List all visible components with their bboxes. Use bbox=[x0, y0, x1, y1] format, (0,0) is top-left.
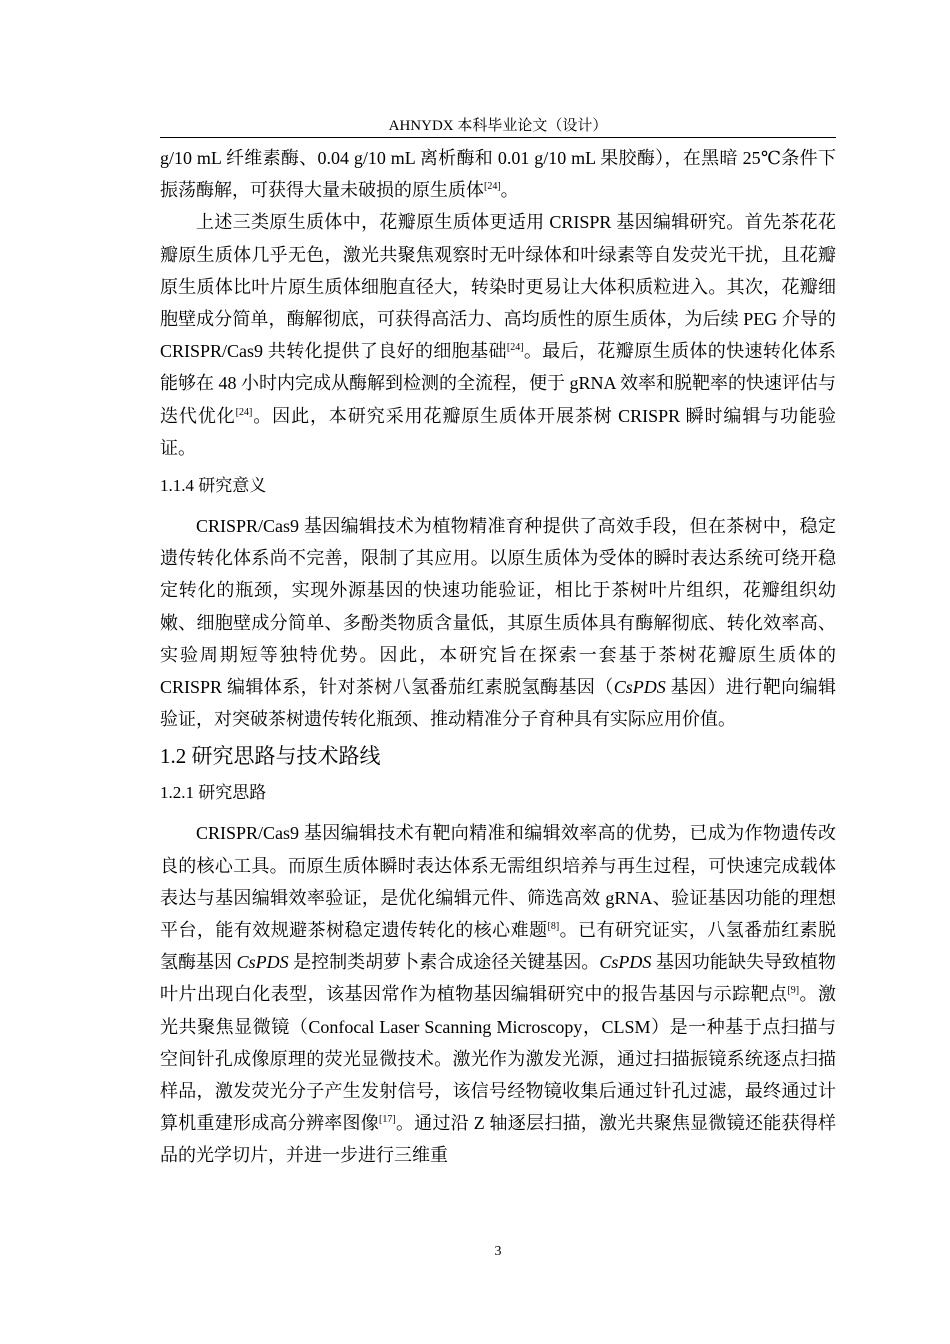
header-rule bbox=[160, 137, 836, 138]
paragraph-research-approach bbox=[160, 817, 836, 1171]
section-heading-1-2: 1.2 研究思路与技术路线 bbox=[160, 744, 381, 769]
paragraph-text: 。因此，本研究采用花瓣原生质体开展茶树 CRISPR 瞬时编辑与功能验证。 bbox=[160, 405, 836, 458]
paragraph-text: 基因功能缺失导致植物叶片出现白化表型，该基因常作为植物基因编辑研究中的报告基因与示踪靶点 bbox=[160, 952, 837, 1005]
paragraph-text: 上述三类原生质体中，花瓣原生质体更适用 CRISPR 基因编辑研究。首先茶花花瓣原生质体几乎无色，激光共聚焦观察时无叶绿体和叶绿素等自发荧光干扰，且花瓣原生质体比叶片原生质体细胞直径大，转染时更易让大体积质粒进入。其次，花瓣细胞壁成分简单，酶解彻底，可获得高活力、高均质性的原生质体，为后续 PEG 介导的 CRISPR/Cas9 共转化提供了良好的细胞基础 bbox=[160, 212, 836, 362]
paragraph-text: CRISPR/Cas9 基因编辑技术为植物精准育种提供了高效手段，但在茶树中，稳定遗传转化体系尚不完善，限制了其应用。以原生质体为受体的瞬时表达系统可绕开稳定转化的瓶颈，实现外源基因的快速功能验证，相比于茶树叶片组织，花瓣组织幼嫩、细胞壁成分简单、多酚类物质含量低，其原生质体具有酶解彻底、转化效率高、实验周期短等独特优势。因此，本研究旨在探索一套基于茶树花瓣原生质体的 CRISPR 编辑体系，针对茶树八氢番茄红素脱氢酶基因（ bbox=[160, 516, 836, 698]
paragraph-text: 。 bbox=[500, 180, 519, 201]
paragraph-text: 。通过沿 Z 轴逐层扫描，激光共聚焦显微镜还能获得样品的光学切片，并进一步进行三维重 bbox=[160, 1113, 836, 1166]
citation: [8] bbox=[547, 921, 560, 933]
section-heading-1-1-4: 1.1.4 研究意义 bbox=[160, 476, 267, 496]
running-header: AHNYDX 本科毕业论文（设计） bbox=[388, 118, 608, 134]
gene-name: CsPDS bbox=[613, 677, 666, 698]
paragraph-enzyme-conditions bbox=[160, 142, 836, 206]
paragraph-text: 是控制类胡萝卜素合成途径关键基因。 bbox=[288, 952, 600, 973]
paragraph-text: 。激光共聚焦显微镜（Confocal Laser Scanning Microscopy，CLSM）是一种基于点扫描与空间针孔成像原理的荧光显微技术。激光作为激发光源，通过扫描振镜系统逐点扫描样品，激发荧光分子产生发射信号，该信号经物镜收集后通过针孔过滤，最终通过计算机重建形成高分辨率图像 bbox=[160, 984, 837, 1134]
paragraph-text: 基因）进行靶向编辑验证，对突破茶树遗传转化瓶颈、推动精准分子育种具有实际应用价值。 bbox=[160, 677, 837, 730]
paragraph-research-significance bbox=[160, 510, 836, 735]
paragraph-text: 。最后，花瓣原生质体的快速转化体系能够在 48 小时内完成从酶解到检测的全流程，便于 gRNA 效率和脱靶率的快速评估与迭代优化 bbox=[160, 341, 837, 426]
page-body bbox=[160, 142, 836, 1172]
section-heading-1-2-1: 1.2.1 研究思路 bbox=[160, 783, 267, 803]
citation: [17] bbox=[379, 1114, 396, 1126]
paragraph-text: CRISPR/Cas9 基因编辑技术有靶向精准和编辑效率高的优势，已成为作物遗传改良的核心工具。而原生质体瞬时表达体系无需组织培养与再生过程，可快速完成载体表达与基因编辑效率验证，是优化编辑元件、筛选高效 gRNA、验证基因功能的理想平台，能有效规避茶树稳定遗传转化的核心难题 bbox=[160, 823, 836, 941]
gene-name: CsPDS bbox=[236, 952, 289, 973]
citation: [9] bbox=[787, 985, 800, 997]
citation: [24] bbox=[484, 181, 501, 193]
paragraph-text: 。已有研究证实，八氢番茄红素脱氢酶基因 bbox=[160, 920, 837, 973]
gene-name: CsPDS bbox=[599, 952, 652, 973]
page-number: 3 bbox=[494, 1244, 502, 1259]
paragraph-petal-protoplast bbox=[160, 206, 836, 464]
paragraph-text: g/10 mL 纤维素酶、0.04 g/10 mL 离析酶和 0.01 g/10 mL 果胶酶），在黑暗 25℃条件下振荡酶解，可获得大量未破损的原生质体 bbox=[160, 148, 836, 201]
citation: [24] bbox=[506, 342, 524, 354]
citation: [24] bbox=[235, 406, 253, 418]
